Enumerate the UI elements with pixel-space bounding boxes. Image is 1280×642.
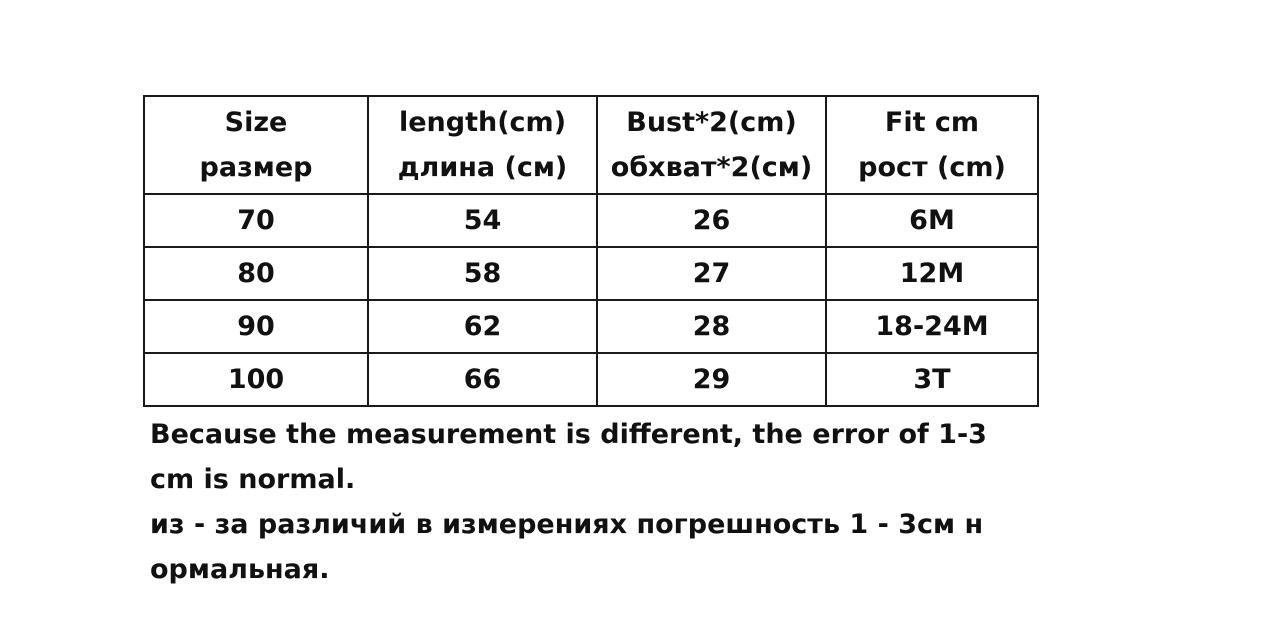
note-ru-line1: из - за различий в измерениях погрешность 1 - 3см н [150,509,984,540]
cell-bust: 29 [597,353,826,406]
cell-length: 58 [368,247,597,300]
table-header-row [144,96,1038,194]
header-bust-en: Bust*2(cm) [626,107,797,138]
note-en-line2: cm is normal. [150,464,356,495]
header-size [144,96,368,194]
cell-fit: 18-24M [826,300,1038,353]
table-row [144,353,1038,406]
cell-bust: 27 [597,247,826,300]
cell-fit: 3T [826,353,1038,406]
note-ru-line2: ормальная. [150,554,330,585]
header-bust-ru: обхват*2(см) [610,152,813,183]
header-length [368,96,597,194]
header-fit-en: Fit cm [884,107,980,138]
cell-length: 54 [368,194,597,247]
cell-length: 66 [368,353,597,406]
note-en-line1: Because the measurement is different, the error of 1-3 [150,419,987,450]
header-length-en: length(cm) [398,107,567,138]
cell-bust: 28 [597,300,826,353]
header-length-ru: длина (см) [397,152,568,183]
table-row [144,300,1038,353]
header-size-en: Size [224,107,288,138]
cell-size: 90 [144,300,368,353]
cell-size: 100 [144,353,368,406]
cell-size: 80 [144,247,368,300]
cell-length: 62 [368,300,597,353]
header-bust [597,96,826,194]
size-chart-table [143,95,1039,407]
header-fit-ru: рост (cm) [858,152,1006,183]
cell-fit: 12M [826,247,1038,300]
header-fit [826,96,1038,194]
cell-fit: 6M [826,194,1038,247]
measurement-note [150,412,1050,592]
table-row [144,194,1038,247]
cell-bust: 26 [597,194,826,247]
header-size-ru: размер [199,152,313,183]
cell-size: 70 [144,194,368,247]
table-row [144,247,1038,300]
